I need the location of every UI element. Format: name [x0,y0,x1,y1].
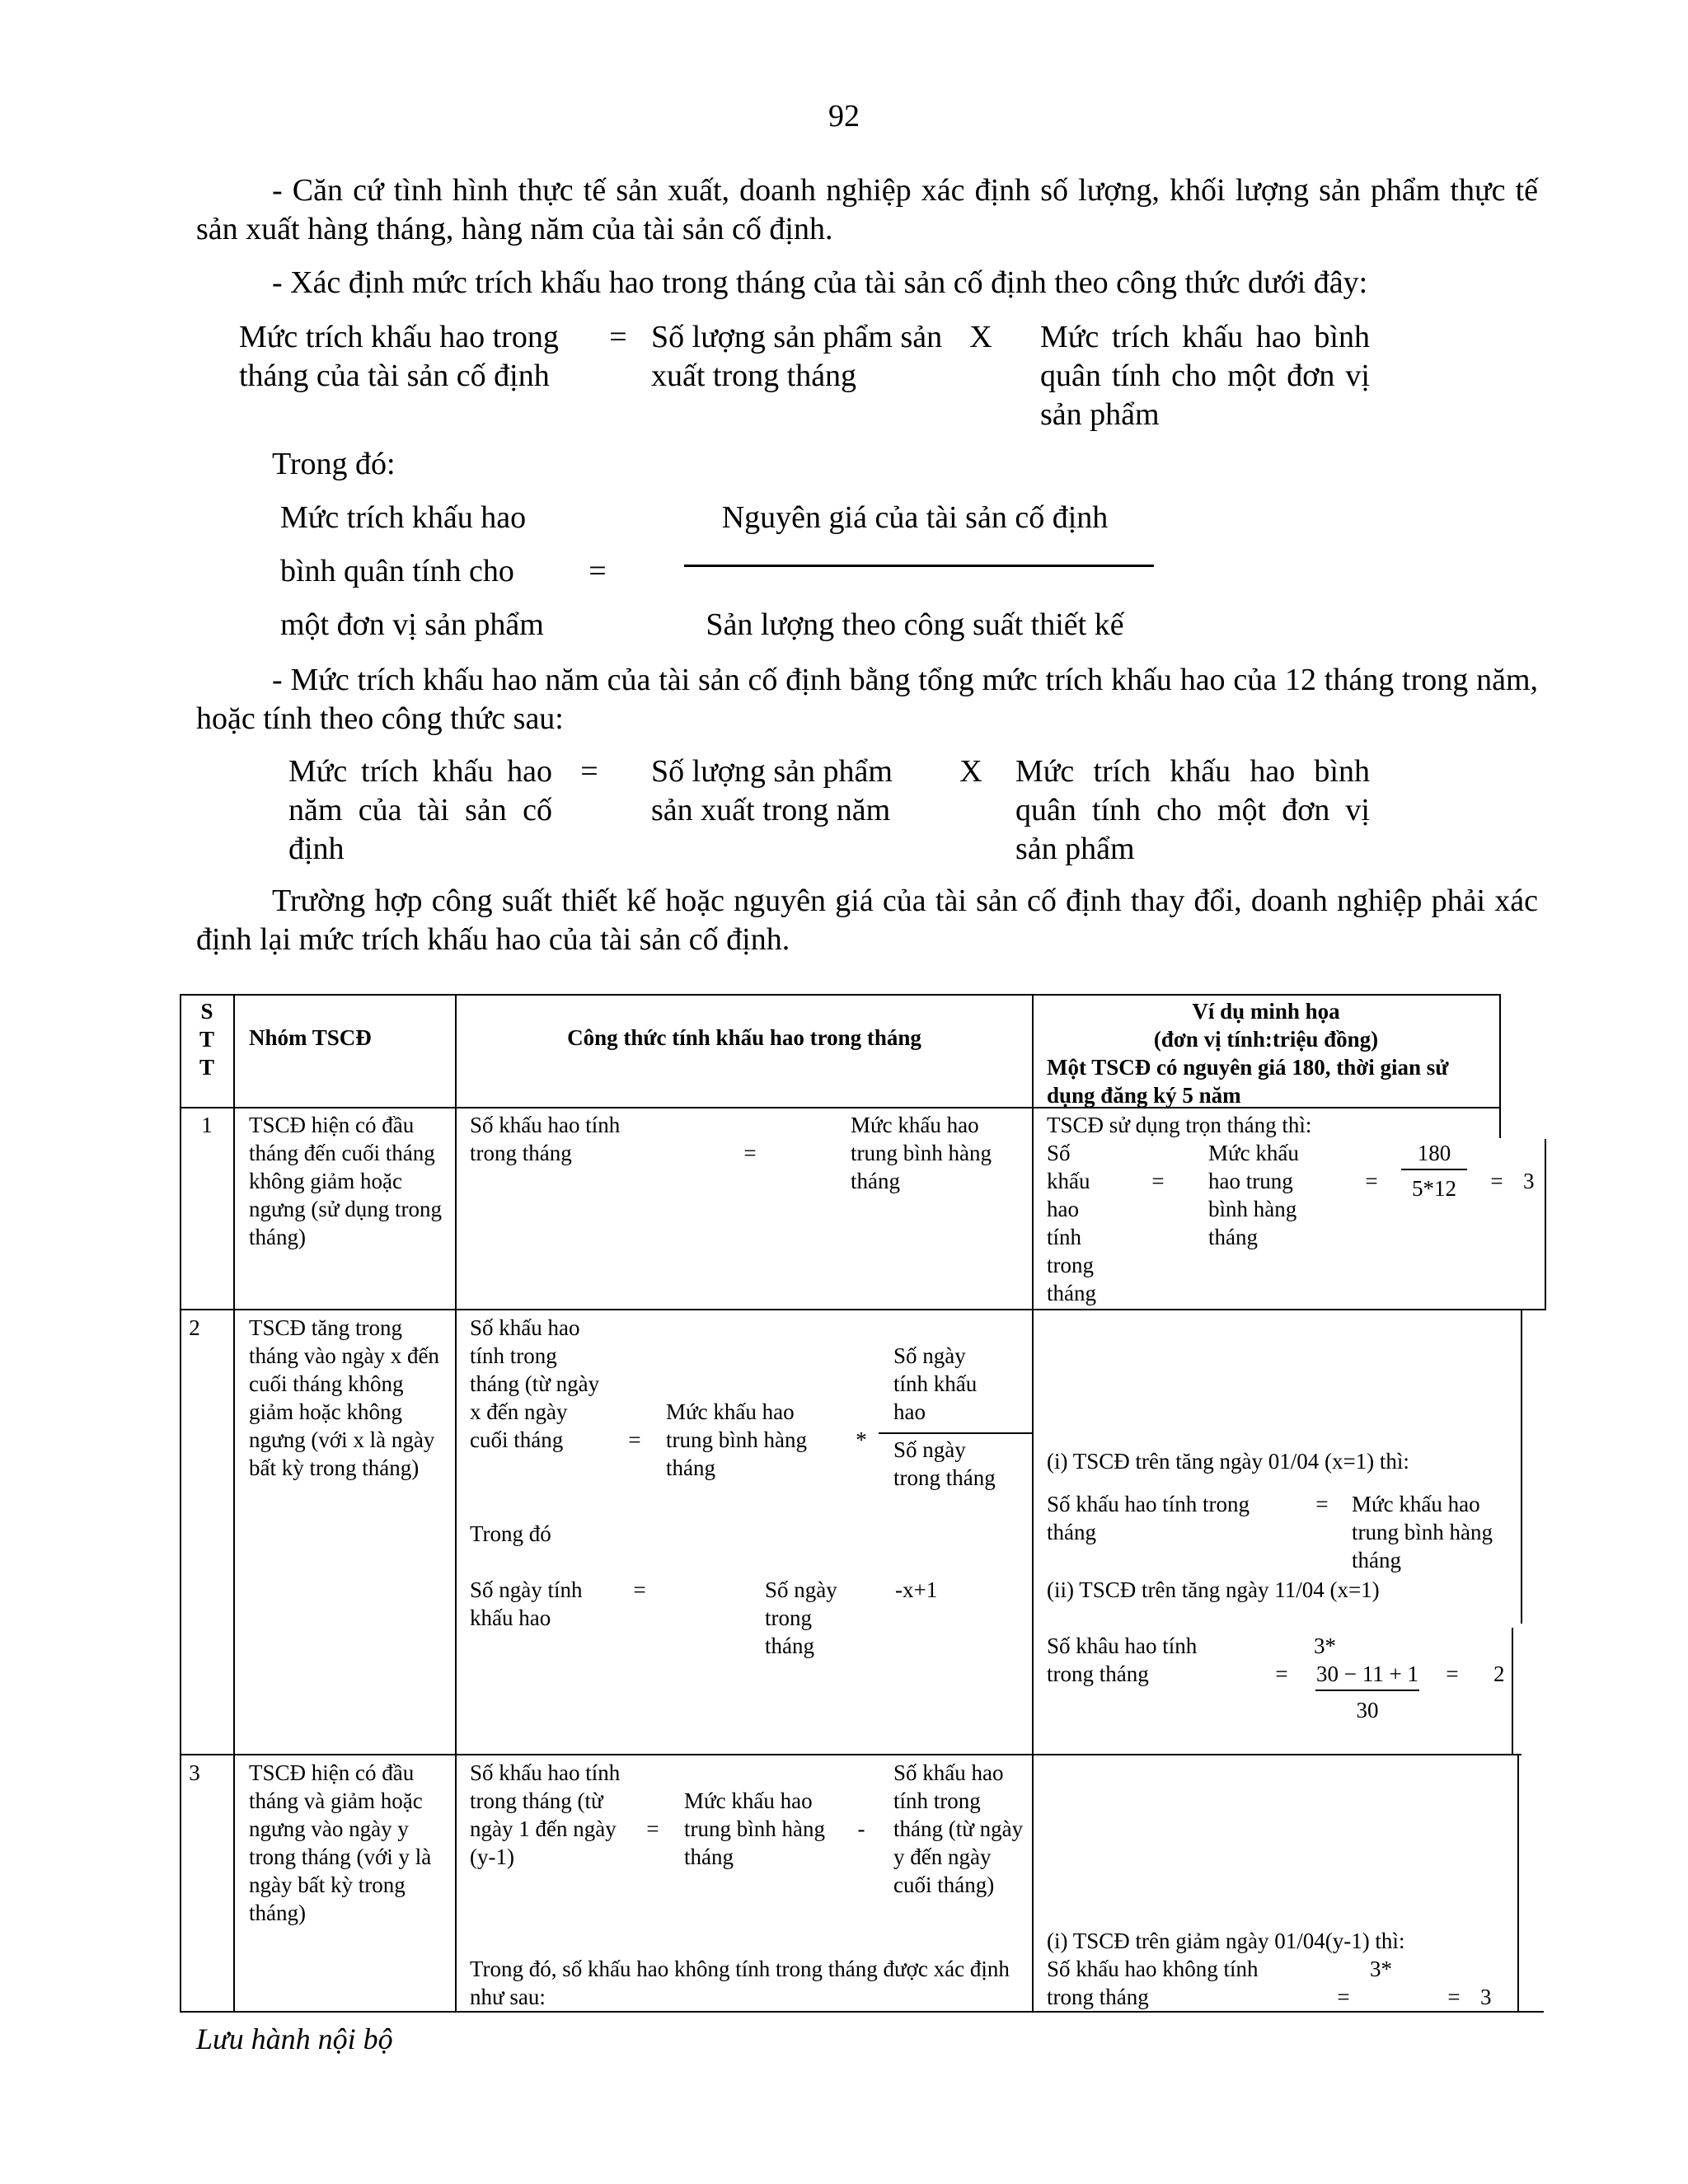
formula1-equals: = [609,320,627,354]
row2-formula-lhs: Số khấu hao tính trong tháng (từ ngày x đến ngày cuối tháng [470,1315,600,1452]
formula3-equals: = [580,754,598,789]
row2-days-mid: Số ngày trong tháng [765,1577,837,1658]
row3-formula-lhs: Số khấu hao tính trong tháng (từ ngày 1 đến ngày (y-1) [470,1760,621,1869]
row2-formula-multiply: * [856,1427,867,1452]
formula1-lhs: Mức trích khấu hao trong tháng của tài sản cố định [239,320,559,393]
row2-example-ii-equals-2: = [1446,1661,1459,1686]
row2-formula-denominator: Số ngày trong tháng [893,1437,996,1490]
paragraph-1: - Căn cứ tình hình thực tế sản xuất, doanh nghiệp xác định số lượng, khối lượng sản phẩm thực tế sản xuất hàng tháng, hàng năm của tài sản cố định. [196,173,1538,246]
row2-days-rhs: -x+1 [895,1577,938,1602]
row3-stt: 3 [189,1760,200,1785]
row1-example-denominator: 5*12 [1412,1176,1456,1201]
formula1-quantity: Số lượng sản phẩm sản xuất trong tháng [651,320,943,393]
header-stt-1: S [200,999,213,1024]
header-example-unit: (đơn vị tính:triệu đồng) [1153,1027,1379,1052]
row1-example-lhs: Số khấu hao tính trong tháng [1047,1141,1096,1305]
row3-formula-rhs: Số khấu hao tính trong tháng (từ ngày y đến ngày cuối tháng) [893,1760,1024,1897]
row2-example-i-equals: = [1315,1492,1329,1516]
formula2-fraction-bar [684,565,1154,567]
header-stt-2: T [199,1027,214,1052]
row3-formula-minus: - [857,1816,865,1841]
row2-example-i: (i) TSCĐ trên tăng ngày 01/04 (x=1) thì: [1047,1449,1409,1474]
row2-stt: 2 [189,1315,200,1340]
page-number: 92 [828,99,860,134]
formula2-lhs-line1: Mức trích khấu hao [280,500,527,535]
formula2-denominator: Sản lượng theo công suất thiết kế [706,607,1124,642]
header-formula: Công thức tính khấu hao trong tháng [567,1025,921,1050]
row2-formula-equals: = [628,1427,641,1452]
row2-example-ii: (ii) TSCĐ trên tăng ngày 11/04 (x=1) [1047,1577,1380,1602]
row2-example-ii-denominator: 30 [1356,1698,1379,1722]
row2-example-ii-num-factor: 3* [1314,1633,1336,1658]
row2-formula-where: Trong đó [470,1521,551,1546]
row2-days-lhs: Số ngày tính khấu hao [470,1577,583,1630]
row3-formula-mid: Mức khấu hao trung bình hàng tháng [684,1788,825,1869]
row3-group: TSCĐ hiện có đầu tháng và giảm hoặc ngưng vào ngày y trong tháng (với y là ngày bất kỳ trong tháng) [249,1760,432,1925]
row1-example-fraction-bar [1401,1169,1467,1170]
row1-example-equals-3: = [1490,1169,1503,1193]
row2-example-ii-numerator: 30 − 11 + 1 [1316,1661,1418,1686]
row2-example-i-rhs: Mức khấu hao trung bình hàng tháng [1352,1492,1493,1572]
row1-example-equals-2: = [1365,1169,1378,1193]
row1-group: TSCĐ hiện có đầu tháng đến cuối tháng không giảm hoặc ngưng (sử dụng trong tháng) [249,1113,443,1249]
row3-example-equals: = [1337,1985,1350,2009]
row3-example-numerator: 3* [1370,1957,1392,1981]
footer-note: Lưu hành nội bộ [196,2022,393,2055]
paragraph-4: Trường hợp công suất thiết kế hoặc nguyên giá của tài sản cố định thay đổi, doanh nghiệp phải xác định lại mức trích khấu hao của tài sản cố định. [196,883,1538,957]
row3-example-equals-2: = [1447,1985,1461,2009]
row2-example-ii-fraction-bar [1315,1690,1419,1691]
header-group: Nhóm TSCĐ [249,1025,372,1050]
row1-example-intro: TSCĐ sử dụng trọn tháng thì: [1047,1113,1312,1137]
formula1-rate: Mức trích khấu hao bình quân tính cho một đơn vị sản phẩm [1040,320,1370,432]
formula2-numerator: Nguyên giá của tài sản cố định [721,500,1109,535]
row2-example-ii-lhs: Số khâu hao tính trong tháng [1047,1633,1198,1686]
row2-example-ii-result: 2 [1493,1661,1505,1686]
formula1-multiply: X [969,320,992,354]
header-stt-3: T [199,1055,214,1080]
row3-formula-note: Trong đó, số khấu hao không tính trong tháng được xác định như sau: [470,1957,1010,2009]
formula2-equals: = [588,554,607,588]
paragraph-3: - Mức trích khấu hao năm của tài sản cố định bằng tổng mức trích khấu hao của 12 tháng trong năm, hoặc tính theo công thức sau: [196,663,1538,736]
row1-formula-lhs: Số khấu hao tính trong tháng [470,1113,621,1165]
formula3-quantity: Số lượng sản phẩm sản xuất trong năm [651,754,893,827]
formula3-lhs: Mức trích khấu hao năm của tài sản cố định [288,754,552,866]
row3-example-result: 3 [1480,1985,1492,2009]
row3-formula-equals: = [646,1816,659,1841]
row1-example-result: 3 [1523,1169,1535,1193]
row2-group: TSCĐ tăng trong tháng vào ngày x đến cuối tháng không giảm hoặc không ngưng (với x là ngày bất kỳ trong tháng) [249,1315,439,1480]
header-example-title: Ví dụ minh họa [1192,999,1340,1024]
row1-formula-rhs: Mức khấu hao trung bình hàng tháng [851,1113,992,1193]
row3-example-lhs: Số khấu hao không tính trong tháng [1047,1957,1259,2009]
row1-example-numerator: 180 [1417,1141,1451,1165]
row2-example-i-lhs: Số khấu hao tính trong tháng [1047,1492,1250,1544]
row1-stt: 1 [201,1113,213,1137]
row2-example-ii-equals: = [1275,1661,1288,1686]
row1-example-mid: Mức khấu hao trung bình hàng tháng [1208,1141,1299,1249]
in-which-label: Trong đó: [272,447,396,481]
row2-formula-mid: Mức khấu hao trung bình hàng tháng [666,1399,807,1480]
formula3-multiply: X [959,754,982,789]
paragraph-2: - Xác định mức trích khấu hao trong tháng của tài sản cố định theo công thức dưới đây: [272,265,1368,300]
row3-example-i: (i) TSCĐ trên giảm ngày 01/04(y-1) thì: [1047,1929,1405,1953]
row2-days-equals: = [633,1577,646,1602]
row1-example-equals-1: = [1151,1169,1165,1193]
row1-formula-equals: = [743,1141,757,1165]
formula3-rate: Mức trích khấu hao bình quân tính cho một đơn vị sản phẩm [1015,754,1370,866]
formula2-lhs-line2: bình quân tính cho [280,554,514,588]
header-example-desc: Một TSCĐ có nguyên giá 180, thời gian sử dụng đăng ký 5 năm [1047,1055,1449,1108]
formula2-lhs-line3: một đơn vị sản phẩm [280,607,544,642]
row2-formula-fraction-bar [879,1432,1032,1434]
row2-formula-numerator: Số ngày tính khấu hao [893,1343,978,1424]
